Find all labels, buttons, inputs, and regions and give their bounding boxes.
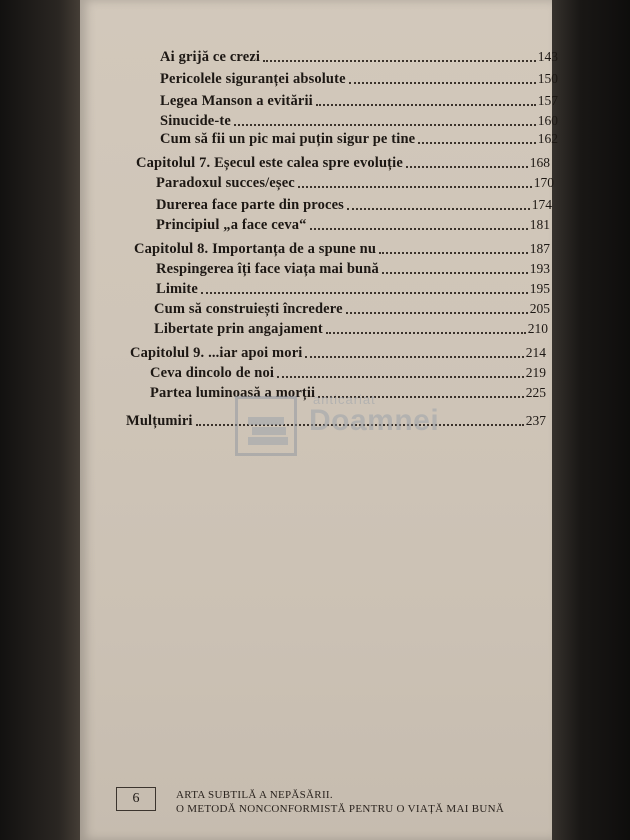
toc-leader-dots	[277, 376, 524, 378]
toc-entry-page: 195	[529, 281, 550, 296]
toc-chapter-title: Capitolul 8. Importanța de a spune nu	[134, 241, 377, 257]
toc-entry	[156, 212, 550, 234]
toc-entry-page: 157	[537, 93, 558, 108]
running-title-line2: O METODĂ NONCONFORMISTĂ PENTRU O VIAȚĂ MAI BUNĂ	[176, 803, 505, 815]
toc-leader-dots	[346, 312, 528, 314]
toc-entry-title: Paradoxul succes/eșec	[156, 175, 295, 191]
toc-leader-dots	[326, 332, 526, 334]
toc-leader-dots	[310, 228, 528, 230]
toc-entry	[154, 296, 550, 318]
toc-chapter-title: Capitolul 9. ...iar apoi mori	[130, 345, 303, 361]
toc-entry-title: Principiul „a face ceva“	[156, 217, 307, 233]
toc-entry-title: Legea Manson a evitării	[160, 93, 313, 109]
toc-entry	[160, 126, 558, 148]
book-gutter-left	[0, 0, 84, 840]
toc-entry-title: Cum să fii un pic mai puțin sigur pe tine	[160, 131, 416, 147]
toc-chapter-page: 214	[525, 345, 546, 360]
toc-entry	[156, 170, 554, 192]
toc-entry-title: Cum să construiești încredere	[154, 301, 343, 317]
watermark	[235, 392, 495, 462]
watermark-big-text: Doamnei	[309, 404, 440, 437]
toc-entry	[150, 360, 546, 382]
toc-entry-page: 162	[537, 131, 558, 146]
toc-chapter-page: 168	[529, 155, 550, 170]
toc-entry	[160, 66, 558, 88]
toc-leader-dots	[382, 272, 528, 274]
toc-chapter-title: Capitolul 7. Eșecul este calea spre evoluție	[136, 155, 403, 171]
toc-leader-dots	[316, 104, 536, 106]
toc-entry	[154, 316, 548, 338]
toc-entry	[156, 276, 550, 298]
toc-leader-dots	[201, 292, 528, 294]
toc-leader-dots	[298, 186, 532, 188]
toc-chapter-page: 187	[529, 241, 550, 256]
toc-entry-title: Sinucide-te	[160, 113, 231, 129]
toc-chapter-page: 237	[525, 413, 546, 428]
book-page	[80, 0, 558, 840]
toc-leader-dots	[406, 166, 528, 168]
toc-leader-dots	[418, 142, 536, 144]
toc-entry-page: 210	[527, 321, 548, 336]
toc-entry	[160, 88, 558, 110]
toc-entry-title: Pericolele siguranței absolute	[160, 71, 346, 87]
book-edge-right	[548, 0, 630, 840]
toc-entry-page: 219	[525, 365, 546, 380]
toc-chapter	[136, 150, 550, 172]
toc-leader-dots	[305, 356, 523, 358]
toc-entry-page: 193	[529, 261, 550, 276]
watermark-frame	[235, 396, 297, 456]
toc-entry-page: 181	[529, 217, 550, 232]
toc-chapter	[130, 340, 546, 362]
toc-entry	[160, 44, 558, 66]
toc-entry-page: 150	[537, 71, 558, 86]
toc-entry-title: Limite	[156, 281, 198, 297]
toc-entry-title: Libertate prin angajament	[154, 321, 323, 337]
toc-chapter-title: Mulțumiri	[126, 413, 193, 429]
toc-entry-title: Ai grijă ce crezi	[160, 49, 261, 65]
toc-entry-title: Ceva dincolo de noi	[150, 365, 275, 381]
toc-leader-dots	[347, 208, 530, 210]
books-icon	[246, 413, 290, 449]
toc-chapter	[134, 236, 550, 258]
running-title-line1: ARTA SUBTILĂ A NEPĂSĂRII.	[176, 789, 333, 801]
watermark-small-text: anticariat	[313, 392, 376, 407]
toc-entry-page: 170	[533, 175, 554, 190]
toc-leader-dots	[263, 60, 536, 62]
toc-entry-page: 143	[537, 49, 558, 64]
toc-leader-dots	[349, 82, 536, 84]
toc-entry-title: Durerea face parte din proces	[156, 197, 344, 213]
toc-entry-page: 225	[525, 385, 546, 400]
toc-entry-title: Respingerea îți face viața mai bună	[156, 261, 379, 277]
toc-leader-dots	[379, 252, 528, 254]
page-number: 6	[116, 787, 156, 811]
toc-entry-title: Partea luminoasă a morții	[150, 385, 316, 401]
toc-entry-page: 160	[537, 113, 558, 128]
toc-entry	[156, 256, 550, 278]
toc-entry-page: 205	[529, 301, 550, 316]
toc-entry	[156, 192, 552, 214]
toc-entry-page: 174	[531, 197, 552, 212]
